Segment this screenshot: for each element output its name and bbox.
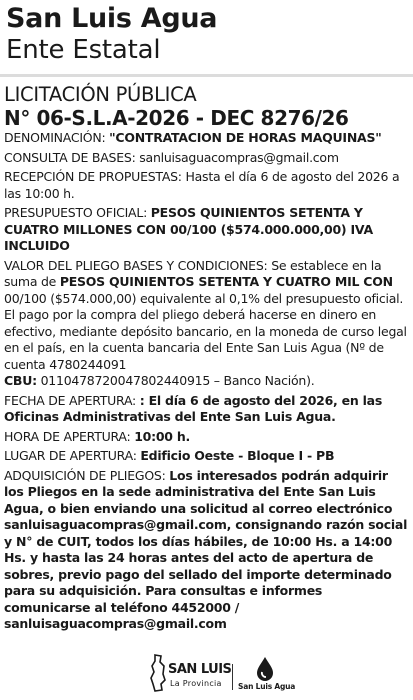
hora-row bbox=[4, 429, 409, 446]
lugar-value: Edificio Oeste - Bloque I - PB bbox=[140, 448, 335, 463]
org-subtitle: Ente Estatal bbox=[6, 35, 161, 65]
denominacion-label: DENOMINACIÓN: bbox=[4, 130, 110, 145]
adquisicion-label: ADQUISICIÓN DE PLIEGOS: bbox=[4, 467, 170, 483]
san-luis-logo-name: SAN LUIS bbox=[168, 662, 232, 677]
san-luis-agua-logo bbox=[238, 654, 298, 696]
recepcion-value: Hasta el día 6 de agosto del 2026 a las 10:00 h. bbox=[4, 169, 400, 201]
consulta-label: CONSULTA DE BASES: bbox=[4, 149, 140, 165]
fecha-label: FECHA DE APERTURA: bbox=[4, 392, 140, 408]
consulta-row bbox=[4, 150, 409, 167]
san-luis-logo-sub: La Provincia bbox=[170, 679, 222, 688]
notice-kind: LICITACIÓN PÚBLICA bbox=[4, 83, 197, 106]
lugar-label: LUGAR DE APERTURA: bbox=[4, 448, 141, 463]
denominacion-value: "CONTRATACION DE HORAS MAQUINAS" bbox=[109, 130, 382, 145]
recepcion-label: RECEPCIÓN DE PROPUESTAS: bbox=[4, 169, 186, 184]
notice-body bbox=[4, 130, 409, 636]
notice-number: N° 06-S.L.A-2026 - DEC 8276/26 bbox=[4, 106, 349, 130]
footer bbox=[0, 652, 413, 700]
valor-amount: PESOS QUINIENTOS SETENTA Y CUATRO MIL CON bbox=[59, 274, 393, 289]
valor-label: VALOR DEL PLIEGO BASES Y CONDICIONES: bbox=[4, 257, 272, 273]
presupuesto-label: PRESUPUESTO OFICIAL: bbox=[4, 205, 151, 220]
water-drop-icon bbox=[254, 656, 276, 682]
valor-cbu-label: CBU: bbox=[4, 373, 37, 388]
valor-text-1: Se establece en la suma de bbox=[4, 257, 382, 289]
hora-value: 10:00 h. bbox=[134, 428, 190, 444]
fecha-value: : El día 6 de agosto del 2026, en las Oficinas Administrativas del Ente San Luis Agua. bbox=[4, 392, 383, 424]
recepcion-row bbox=[4, 169, 409, 202]
hora-label: HORA DE APERTURA: bbox=[4, 428, 135, 444]
presupuesto-value: PESOS QUINIENTOS SETENTA Y CUATRO MILLONES CON 00/100 ($574.000.000,00) IVA INCLUIDO bbox=[4, 205, 373, 253]
valor-row bbox=[4, 258, 409, 390]
san-luis-logo bbox=[150, 654, 230, 694]
consulta-value: sanluisaguacompras@gmail.com bbox=[139, 149, 339, 165]
province-map-icon bbox=[150, 654, 166, 692]
valor-text-2: 00/100 ($574.000,00) equivalente al 0,1% del presupuesto oficial. El pago por la compra del pliego deberá hacerse en dinero en efectivo, mediante depósito bancario, en la moneda de curso legal en el país, en la cuenta bancaria del Ente San Luis Agua (Nº de cuenta 4780244091 bbox=[4, 290, 407, 372]
adquisicion-row bbox=[4, 468, 409, 633]
header-divider bbox=[0, 74, 413, 77]
presupuesto-row bbox=[4, 205, 409, 255]
logo-separator bbox=[232, 664, 233, 690]
lugar-row bbox=[4, 448, 409, 465]
header bbox=[0, 0, 413, 75]
fecha-row bbox=[4, 393, 409, 426]
denominacion-row bbox=[4, 130, 409, 147]
san-luis-agua-logo-name: San Luis Agua bbox=[238, 682, 296, 691]
adquisicion-value: Los interesados podrán adquirir los Pliegos en la sede administrativa del Ente San Luis Agua, o bien enviando una solicitud al correo electrónico sanluisaguacompras@gmail.com, consignando razón social y N° de CUIT, todos los días hábiles, de 10:00 Hs. a 14:00 Hs. y hasta las 24 horas antes del acto de apertura de sobres, previo pago del sellado del importe determinado para su adquisición. Para consultas e informes comunicarse al teléfono 4452000 / sanluisaguacompras@gmail.com bbox=[4, 467, 408, 631]
valor-text-3: 0110478720047802440915 – Banco Nación). bbox=[36, 373, 315, 388]
org-title: San Luis Agua bbox=[6, 3, 218, 34]
